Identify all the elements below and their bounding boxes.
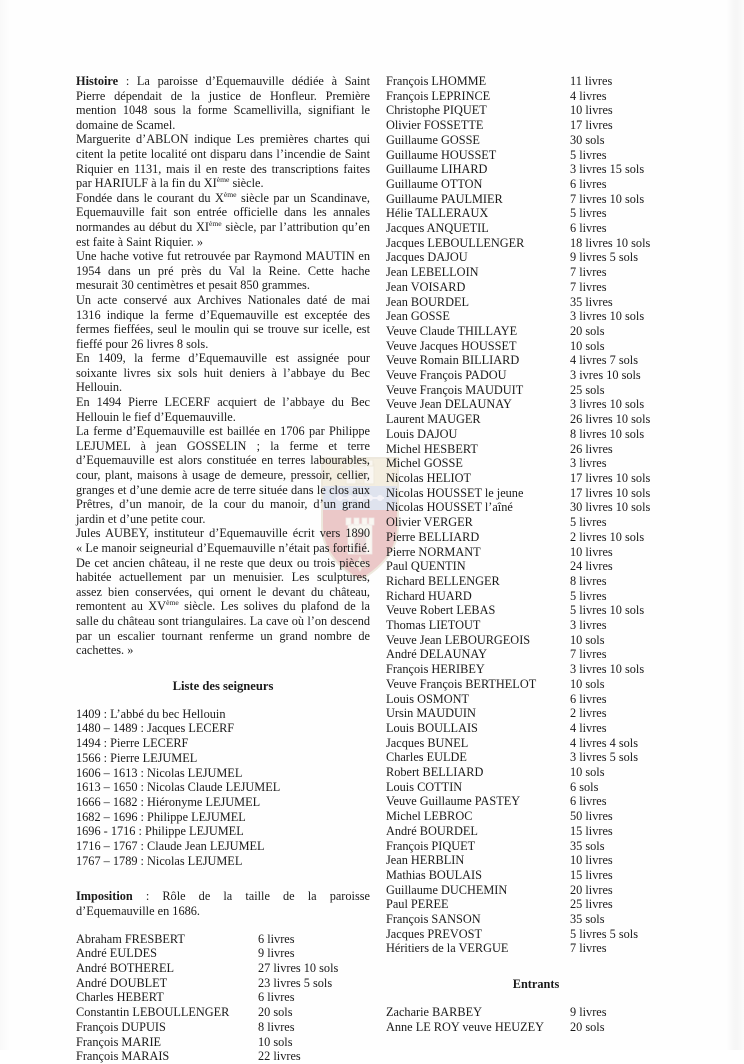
taxpayer-name: Nicolas HOUSSET le jeune [386, 485, 524, 500]
taxpayer-name: Guillaume OTTON [386, 176, 483, 191]
table-row [386, 1020, 686, 1035]
taxpayer-amount: 23 livres 5 sols [258, 975, 333, 990]
taxpayer-amount: 5 livres [570, 588, 607, 603]
taxpayer-amount: 10 sols [258, 1034, 293, 1049]
taxpayer-name: François DUPUIS [76, 1019, 166, 1034]
taxpayer-amount: 9 livres [258, 946, 295, 961]
taxpayer-amount: 3 livres [570, 618, 607, 633]
taxpayer-amount: 4 livres [570, 88, 607, 103]
taxpayer-name: André BOTHEREL [76, 961, 175, 976]
taxpayer-amount: 10 livres [570, 544, 613, 559]
taxpayer-name: Abraham FRESBERT [76, 931, 185, 946]
taxpayer-amount: 7 livres [570, 647, 607, 662]
taxpayer-amount: 20 livres [570, 882, 613, 897]
table-row [386, 765, 686, 780]
taxpayer-amount: 8 livres 10 sols [570, 426, 645, 441]
history-paragraph-9-text: Jules AUBEY, instituteur d’Equemauville écrit vers 1890 « Le manoir seigneurial d’Equemauville n’était pas fortifié. De cet ancien château, il ne reste que deux ou trois pièces habitée actuellement par un menuisier. Les sculptures, assez bien conservées, qui ornent le devant du château, remontent au XVème siècle. Les solives du plafond de la salle du château sont triangulaires. La cave où l’on descend par un escalier tournant renferme un grand nombre de cachettes. » [76, 526, 370, 658]
table-row [386, 839, 686, 854]
taxpayer-amount: 10 sols [570, 676, 605, 691]
history-paragraph-3-text: Fondée dans le courant du Xème siècle par un Scandinave, Equemauville fait son entrée officielle dans les annales normandes au début du XIème siècle, par l’attribution qu’en est faite à Saint Riquier. » [76, 189, 370, 249]
taxpayer-amount: 10 sols [570, 338, 605, 353]
table-row [386, 412, 686, 427]
table-row [386, 500, 686, 515]
left-column [76, 74, 370, 1064]
right-column [386, 74, 686, 1035]
taxpayer-amount: 4 livres 7 sols [570, 353, 638, 368]
taxpayer-name: François PIQUET [386, 838, 476, 853]
table-row [386, 471, 686, 486]
taxpayer-amount: 2 livres [570, 706, 607, 721]
list-item: 1716 – 1767 : Claude Jean LEJUMEL [76, 839, 265, 854]
taxpayer-name: Guillaume HOUSSET [386, 147, 497, 162]
table-row [386, 530, 686, 545]
taxpayer-amount: 3 livres 10 sols [570, 662, 645, 677]
page-edge-shadow-right [726, 0, 744, 1050]
taxpayer-name: François SANSON [386, 912, 481, 927]
spacer [76, 694, 370, 707]
list-item: 1613 – 1650 : Nicolas Claude LEJUMEL [76, 780, 281, 795]
table-row [386, 589, 686, 604]
table-row [386, 545, 686, 560]
table-row [386, 368, 686, 383]
table-row [386, 721, 686, 736]
taxpayer-amount: 6 livres [570, 691, 607, 706]
taxpayer-amount: 6 livres [258, 990, 295, 1005]
taxpayer-name: Veuve Jean LEBOURGEOIS [386, 632, 531, 647]
table-row [386, 250, 686, 265]
table-row [386, 236, 686, 251]
taxpayer-amount: 25 livres [570, 897, 613, 912]
taxpayer-name: Nicolas HELIOT [386, 470, 472, 485]
list-item: 1682 – 1696 : Philippe LEJUMEL [76, 809, 246, 824]
table-row [386, 912, 686, 927]
taxpayer-name: Charles EULDE [386, 750, 467, 765]
table-row [386, 662, 686, 677]
taxpayer-name: Héritiers de la VERGUE [386, 941, 509, 956]
taxpayer-amount: 4 livres 4 sols [570, 735, 638, 750]
history-paragraph-1 [76, 74, 370, 132]
table-row [386, 794, 686, 809]
table-row [386, 853, 686, 868]
taxpayer-name: Veuve Guillaume PASTEY [386, 794, 521, 809]
table-row [386, 736, 686, 751]
table-row [386, 824, 686, 839]
table-row [386, 324, 686, 339]
table-row [386, 706, 686, 721]
taxpayer-amount: 6 livres [258, 931, 295, 946]
taxpayer-amount: 15 livres [570, 867, 613, 882]
taxpayer-amount: 20 sols [570, 323, 605, 338]
taxpayer-name: Paul PEREE [386, 897, 449, 912]
taxpayer-amount: 35 sols [570, 912, 605, 927]
taxpayer-name: Olivier VERGER [386, 515, 473, 530]
taxpayer-amount: 10 sols [570, 632, 605, 647]
taxpayer-name: Laurent MAUGER [386, 412, 481, 427]
table-row [386, 103, 686, 118]
taxpayer-name: Charles HEBERT [76, 990, 164, 1005]
history-paragraph-2-text-a: Marguerite d’ABLON indique Les premières chartes qui citent la petite localité ont disparu dans l’incendie de Saint Riquier en 1131, mais il en reste des transcriptions faites par HARIULF à la fin du XIème siècle. [76, 132, 370, 191]
taxpayer-name: Veuve Jacques HOUSSET [386, 338, 517, 353]
taxpayer-amount: 35 livres [570, 294, 613, 309]
entrant-name: Anne LE ROY veuve HEUZEY [386, 1019, 544, 1034]
table-row [76, 946, 370, 961]
imposition-lead-separator: : [132, 889, 163, 904]
taxpayer-name: Veuve Romain BILLIARD [386, 353, 520, 368]
entrants-title: Entrants [512, 977, 560, 992]
history-paragraph-5: Un acte conservé aux Archives Nationales daté de mai 1316 indique la ferme d’Equemauville est exceptée des fermes fieffées, seul le moulin qui se trouve sur icelle, est fieffé pour 26 livres 8 sols. [76, 292, 370, 351]
taxpayer-name: Thomas LIETOUT [386, 618, 481, 633]
taxpayer-name: Veuve François MAUDUIT [386, 382, 524, 397]
taxpayer-name: André DELAUNAY [386, 647, 487, 662]
table-row [386, 339, 686, 354]
taxpayer-amount: 15 livres [570, 823, 613, 838]
table-row [76, 1005, 370, 1020]
taxpayer-name: Christophe PIQUET [386, 103, 487, 118]
table-row [386, 89, 686, 104]
taxpayer-name: Guillaume DUCHEMIN [386, 882, 508, 897]
taxpayer-name: André DOUBLET [76, 975, 168, 990]
taxpayer-name: Louis COTTIN [386, 779, 463, 794]
taxpayer-name: Paul QUENTIN [386, 559, 466, 574]
taxpayer-amount: 18 livres 10 sols [570, 235, 651, 250]
history-paragraph-1-text: La paroisse d’Equemauville dédiée à Saint Pierre dépendait de la justice de Honfleur. Première mention 1048 sous la forme Scamellivilla, signifiant le domaine de Scamel. [76, 74, 370, 132]
history-paragraph-4: Une hache votive fut retrouvée par Raymond MAUTIN en 1954 dans un pré près du Val la Reine. Cette hache mesurait 30 centimètres et pesait 850 grammes. [76, 249, 370, 293]
table-row [386, 868, 686, 883]
table-row [386, 618, 686, 633]
taxpayer-amount: 26 livres [570, 441, 613, 456]
taxpayer-name: Guillaume GOSSE [386, 132, 480, 147]
imposition-table-left [76, 932, 370, 1064]
taxpayer-name: Michel LEBROC [386, 809, 473, 824]
taxpayer-name: Jean LEBELLOIN [386, 265, 479, 280]
taxpayer-name: Constantin LEBOULLENGER [76, 1005, 230, 1020]
history-paragraph-7: En 1494 Pierre LECERF acquiert de l’abbaye du Bec Hellouin le fief d’Equemauville. [76, 395, 370, 424]
list-item: 1606 – 1613 : Nicolas LEJUMEL [76, 765, 243, 780]
taxpayer-amount: 10 livres [570, 103, 613, 118]
taxpayer-amount: 30 sols [570, 132, 605, 147]
taxpayer-name: Jacques BUNEL [386, 735, 469, 750]
table-row [386, 883, 686, 898]
taxpayer-name: Jacques ANQUETIL [386, 221, 489, 236]
table-row [76, 976, 370, 991]
entrant-amount: 20 sols [570, 1019, 605, 1034]
taxpayer-name: Michel HESBERT [386, 441, 478, 456]
table-row [386, 574, 686, 589]
table-row [386, 74, 686, 89]
taxpayer-amount: 10 sols [570, 765, 605, 780]
table-row [386, 603, 686, 618]
imposition-intro [76, 889, 370, 918]
taxpayer-amount: 6 livres [570, 794, 607, 809]
taxpayer-amount: 5 livres [570, 515, 607, 530]
taxpayer-name: Ursin MAUDUIN [386, 706, 476, 721]
table-row [386, 353, 686, 368]
taxpayer-name: Veuve Claude THILLAYE [386, 323, 518, 338]
taxpayer-name: Richard HUARD [386, 588, 472, 603]
taxpayer-name: Michel GOSSE [386, 456, 463, 471]
taxpayer-amount: 3 livres 5 sols [570, 750, 638, 765]
table-row [386, 295, 686, 310]
taxpayer-amount: 26 livres 10 sols [570, 412, 651, 427]
taxpayer-name: Pierre BELLIARD [386, 529, 480, 544]
taxpayer-name: Robert BELLIARD [386, 765, 484, 780]
table-row [386, 486, 686, 501]
taxpayer-name: Mathias BOULAIS [386, 867, 482, 882]
taxpayer-name: Olivier FOSSETTE [386, 118, 484, 133]
taxpayer-name: Louis DAJOU [386, 426, 458, 441]
table-row [386, 692, 686, 707]
taxpayer-name: Veuve François BERTHELOT [386, 676, 537, 691]
taxpayer-amount: 20 sols [258, 1005, 293, 1020]
taxpayer-amount: 17 livres [570, 118, 613, 133]
imposition-intro-text: Rôle de la taille de la paroisse d’Equemauville en 1686. [76, 889, 370, 919]
taxpayer-amount: 4 livres [570, 720, 607, 735]
taxpayer-amount: 9 livres 5 sols [570, 250, 638, 265]
list-item: 1480 – 1489 : Jacques LECERF [76, 721, 235, 736]
table-row [386, 633, 686, 648]
spacer [386, 956, 686, 977]
taxpayer-name: François MARIE [76, 1034, 162, 1049]
page-edge-shadow-left [0, 0, 10, 1050]
imposition-table-right [386, 74, 686, 956]
spacer [386, 992, 686, 1005]
entrants-table [386, 1005, 686, 1034]
taxpayer-amount: 25 sols [570, 382, 605, 397]
taxpayer-name: Louis OSMONT [386, 691, 470, 706]
imposition-lead-label: Imposition [76, 889, 133, 904]
history-paragraph-6: En 1409, la ferme d’Equemauville est assignée pour soixante livres six sols huit deniers à l’abbaye du Bec Hellouin. [76, 351, 370, 395]
taxpayer-amount: 3 ivres 10 sols [570, 368, 641, 383]
taxpayer-name: Jean BOURDEL [386, 294, 469, 309]
taxpayer-amount: 27 livres 10 sols [258, 961, 339, 976]
history-lead-label: Histoire [76, 74, 119, 88]
entrant-amount: 9 livres [570, 1005, 607, 1020]
table-row [386, 177, 686, 192]
taxpayer-amount: 5 livres [570, 147, 607, 162]
taxpayer-name: Jacques DAJOU [386, 250, 468, 265]
taxpayer-name: Jacques PREVOST [386, 926, 482, 941]
taxpayer-name: André EULDES [76, 946, 157, 961]
list-item: 1767 – 1789 : Nicolas LEJUMEL [76, 853, 243, 868]
history-paragraph-9 [76, 526, 370, 657]
taxpayer-name: Guillaume LIHARD [386, 162, 488, 177]
table-row [386, 456, 686, 471]
list-item: 1666 – 1682 : Hiéronyme LEJUMEL [76, 794, 261, 809]
taxpayer-name: Guillaume PAULMIER [386, 191, 503, 206]
table-row [386, 383, 686, 398]
seigneurs-list [76, 707, 370, 869]
taxpayer-amount: 6 livres [570, 221, 607, 236]
taxpayer-amount: 5 livres 5 sols [570, 926, 638, 941]
table-row [386, 427, 686, 442]
taxpayer-name: Jacques LEBOULLENGER [386, 235, 525, 250]
table-row [386, 750, 686, 765]
list-item: 1696 - 1716 : Philippe LEJUMEL [76, 824, 244, 839]
taxpayer-name: André BOURDEL [386, 823, 478, 838]
table-row [386, 162, 686, 177]
taxpayer-amount: 24 livres [570, 559, 613, 574]
taxpayer-amount: 17 livres 10 sols [570, 470, 651, 485]
table-row [386, 941, 686, 956]
table-row [76, 990, 370, 1005]
taxpayer-name: Veuve Robert LEBAS [386, 603, 496, 618]
taxpayer-name: Jean HERBLIN [386, 853, 465, 868]
taxpayer-amount: 7 livres [570, 265, 607, 280]
taxpayer-amount: 35 sols [570, 838, 605, 853]
table-row [386, 442, 686, 457]
taxpayer-amount: 6 sols [570, 779, 599, 794]
taxpayer-amount: 3 livres 10 sols [570, 309, 645, 324]
taxpayer-name: Veuve François PADOU [386, 368, 507, 383]
taxpayer-amount: 22 livres [258, 1049, 301, 1064]
taxpayer-name: Hélie TALLERAUX [386, 206, 489, 221]
table-row [386, 133, 686, 148]
spacer [76, 658, 370, 679]
taxpayer-name: Louis BOULLAIS [386, 720, 478, 735]
taxpayer-amount: 17 livres 10 sols [570, 485, 651, 500]
history-paragraph-8: La ferme d’Equemauville est baillée en 1706 par Philippe LEJUMEL à jean GOSSELIN ; la ferme et terre d’Equemauville est alors constituée en terres labourables, cour, plant, maisons à usage de demeure, pressoir, cellier, granges et d’une demie acre de terre située dans le clos aux Prêtres, d’un manoir, de la cour du manoir, d’un grand jardin et d’une petite cour. [76, 424, 370, 526]
taxpayer-name: François LHOMME [386, 74, 487, 88]
seigneurs-title: Liste des seigneurs [172, 678, 274, 693]
table-row [386, 192, 686, 207]
table-row [386, 280, 686, 295]
table-row [386, 559, 686, 574]
history-paragraph-2 [76, 132, 370, 190]
taxpayer-name: Pierre NORMANT [386, 544, 481, 559]
spacer [76, 868, 370, 889]
taxpayer-name: Richard BELLENGER [386, 573, 500, 588]
entrant-name: Zacharie BARBEY [386, 1005, 482, 1020]
taxpayer-amount: 7 livres 10 sols [570, 191, 645, 206]
table-row [76, 1049, 370, 1064]
taxpayer-amount: 5 livres 10 sols [570, 603, 645, 618]
table-row [386, 809, 686, 824]
history-paragraph-3 [76, 191, 370, 249]
table-row [76, 961, 370, 976]
table-row [386, 515, 686, 530]
table-row [386, 118, 686, 133]
table-row [386, 677, 686, 692]
taxpayer-amount: 7 livres [570, 941, 607, 956]
list-item: 1566 : Pierre LEJUMEL [76, 750, 198, 765]
taxpayer-name: François HERIBEY [386, 662, 485, 677]
table-row [76, 1035, 370, 1050]
table-row [386, 897, 686, 912]
taxpayer-amount: 8 livres [570, 573, 607, 588]
table-row [386, 309, 686, 324]
taxpayer-name: Nicolas HOUSSET l’aîné [386, 500, 513, 515]
taxpayer-amount: 7 livres [570, 279, 607, 294]
table-row [76, 1020, 370, 1035]
table-row [386, 206, 686, 221]
table-row [386, 780, 686, 795]
table-row [76, 932, 370, 947]
history-lead-separator: : [118, 74, 137, 88]
table-row [386, 1005, 686, 1020]
taxpayer-amount: 3 livres [570, 456, 607, 471]
taxpayer-amount: 5 livres [570, 206, 607, 221]
taxpayer-name: Veuve Jean DELAUNAY [386, 397, 512, 412]
table-row [386, 647, 686, 662]
table-row [386, 927, 686, 942]
taxpayer-name: Jean VOISARD [386, 279, 466, 294]
taxpayer-amount: 11 livres [570, 74, 613, 88]
taxpayer-amount: 50 livres [570, 809, 613, 824]
list-item: 1409 : L’abbé du bec Hellouin [76, 706, 226, 721]
spacer [76, 919, 370, 932]
taxpayer-name: François MARAIS [76, 1049, 170, 1064]
table-row [386, 265, 686, 280]
list-item: 1494 : Pierre LECERF [76, 736, 189, 751]
taxpayer-amount: 3 livres 15 sols [570, 162, 645, 177]
table-row [386, 148, 686, 163]
taxpayer-amount: 30 livres 10 sols [570, 500, 651, 515]
taxpayer-amount: 2 livres 10 sols [570, 529, 645, 544]
taxpayer-name: François LEPRINCE [386, 88, 491, 103]
taxpayer-name: Jean GOSSE [386, 309, 450, 324]
taxpayer-amount: 6 livres [570, 176, 607, 191]
taxpayer-amount: 10 livres [570, 853, 613, 868]
table-row [386, 221, 686, 236]
taxpayer-amount: 8 livres [258, 1019, 295, 1034]
taxpayer-amount: 3 livres 10 sols [570, 397, 645, 412]
table-row [386, 397, 686, 412]
